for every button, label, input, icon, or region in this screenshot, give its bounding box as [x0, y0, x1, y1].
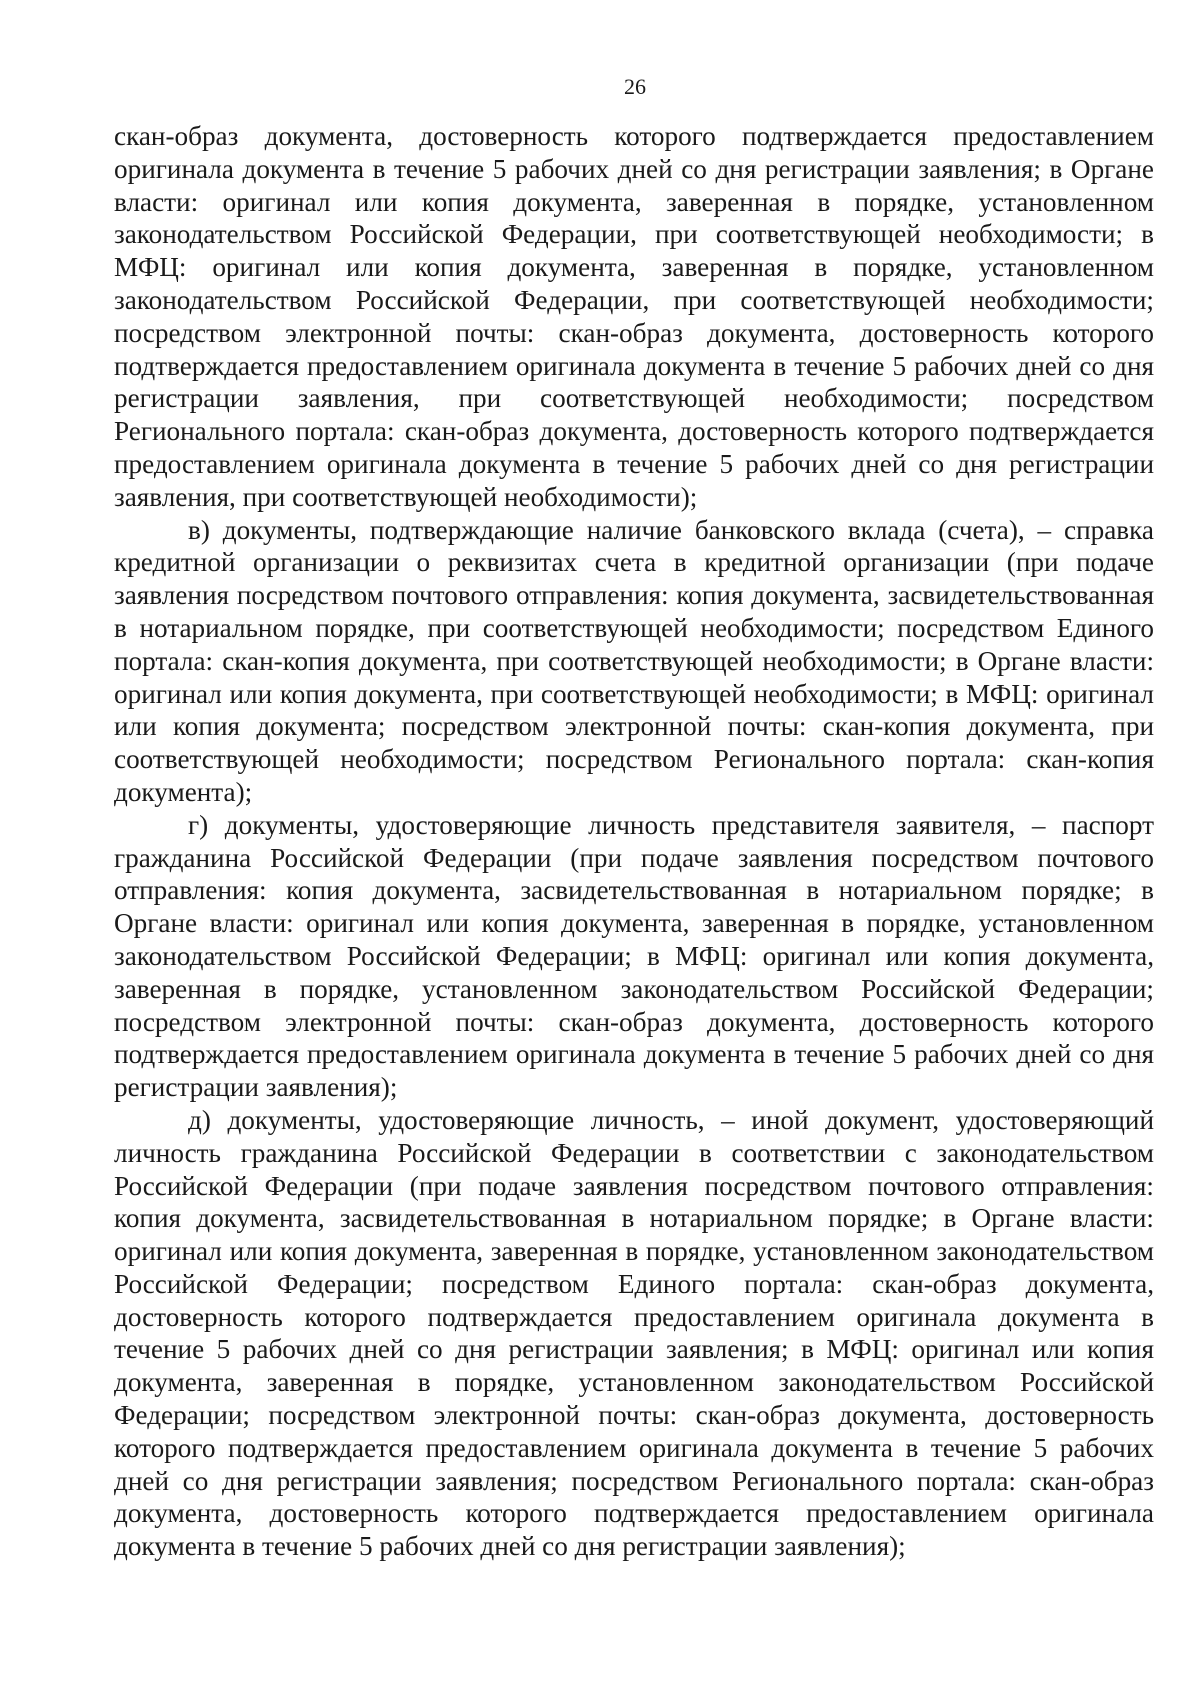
document-body: [114, 120, 1154, 1563]
paragraph-item-g: г) документы, удостоверяющие личность представителя заявителя, – паспорт гражданина Российской Федерации (при подаче заявления посредством почтового отправления: копия документа, засвидетельствованная в нотариальном порядке; в Органе власти: оригинал или копия документа, заверенная в порядке, установленном законодательством Российской Федерации; в МФЦ: оригинал или копия документа, заверенная в порядке, установленном законодательством Российской Федерации; посредством электронной почты: скан-образ документа, достоверность которого подтверждается предоставлением оригинала документа в течение 5 рабочих дней со дня регистрации заявления);: [114, 809, 1154, 1103]
paragraph-continuation: скан-образ документа, достоверность которого подтверждается предоставлением оригинала документа в течение 5 рабочих дней со дня регистрации заявления; в Органе власти: оригинал или копия документа, заверенная в порядке, установленном законодательством Российской Федерации, при соответствующей необходимости; в МФЦ: оригинал или копия документа, заверенная в порядке, установленном законодательством Российской Федерации, при соответствующей необходимости; посредством электронной почты: скан-образ документа, достоверность которого подтверждается предоставлением оригинала документа в течение 5 рабочих дней со дня регистрации заявления, при соответствующей необходимости; посредством Регионального портала: скан-образ документа, достоверность которого подтверждается предоставлением оригинала документа в течение 5 рабочих дней со дня регистрации заявления, при соответствующей необходимости);: [114, 121, 1154, 512]
paragraph-item-v: в) документы, подтверждающие наличие банковского вклада (счета), – справка кредитной организации о реквизитах счета в кредитной организации (при подаче заявления посредством почтового отправления: копия документа, засвидетельствованная в нотариальном порядке, при соответствующей необходимости; посредством Единого портала: скан-копия документа, при соответствующей необходимости; в Органе власти: оригинал или копия документа, при соответствующей необходимости; в МФЦ: оригинал или копия документа; посредством электронной почты: скан-копия документа, при соответствующей необходимости; посредством Регионального портала: скан-копия документа);: [114, 514, 1154, 807]
paragraph-item-d: д) документы, удостоверяющие личность, – иной документ, удостоверяющий личность гражданина Российской Федерации в соответствии с законодательством Российской Федерации (при подаче заявления посредством почтового отправления: копия документа, засвидетельствованная в нотариальном порядке; в Органе власти: оригинал или копия документа, заверенная в порядке, установленном законодательством Российской Федерации; посредством Единого портала: скан-образ документа, достоверность которого подтверждается предоставлением оригинала документа в течение 5 рабочих дней со дня регистрации заявления; в МФЦ: оригинал или копия документа, заверенная в порядке, установленном законодательством Российской Федерации; посредством электронной почты: скан-образ документа, достоверность которого подтверждается предоставлением оригинала документа в течение 5 рабочих дней со дня регистрации заявления; посредством Регионального портала: скан-образ документа, достоверность которого подтверждается предоставлением оригинала документа в течение 5 рабочих дней со дня регистрации заявления);: [114, 1104, 1154, 1562]
page-number: 26: [624, 74, 646, 99]
